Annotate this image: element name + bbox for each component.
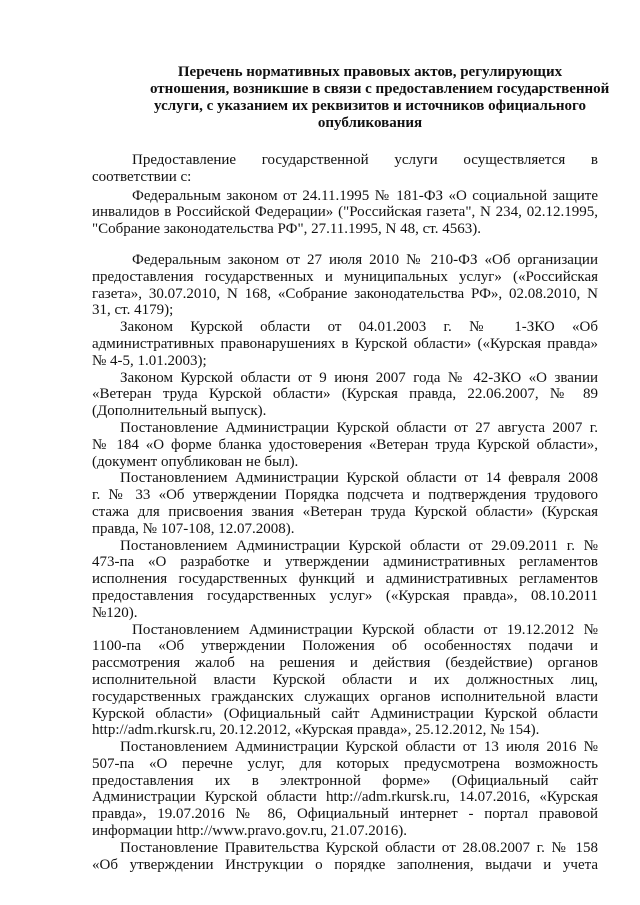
- title-line: Перечень нормативных правовых актов, регулирующих: [177, 64, 563, 80]
- text-line: Постановление Администрации Курской области от 27 августа 2007 г.: [120, 419, 598, 436]
- text-line: Законом Курской области от 9 июня 2007 года № 42-ЗКО «О звании: [120, 369, 598, 386]
- title-line: услуги, с указанием их реквизитов и источников официального: [154, 98, 586, 114]
- paragraph-intro: [92, 152, 598, 186]
- text-line: №120).: [92, 604, 138, 621]
- text-line: Постановлением Администрации Курской области от 29.09.2011 г. №: [120, 537, 598, 554]
- text-line: г. № 33 «Об утверждении Порядка подсчета и подтверждения трудового: [92, 487, 598, 504]
- text-line: Предоставление государственной услуги осуществляется в: [132, 152, 598, 168]
- paragraph-resolution-507: [92, 739, 598, 840]
- text-line: «Об утверждении Инструкции о порядке заполнения, выдачи и учета: [92, 856, 598, 873]
- text-line: информации http://www.pravo.gov.ru, 21.07.2016).: [92, 823, 407, 840]
- text-line: Федеральным законом от 27 июля 2010 № 210-ФЗ «Об организации: [132, 251, 598, 268]
- title-line: отношения, возникшие в связи с предоставлением государственной: [150, 81, 610, 97]
- text-line: 473-па «О разработке и утверждении административных регламентов: [92, 554, 598, 571]
- paragraph-resolution-1100: [92, 622, 598, 740]
- title-line: опубликования: [317, 115, 423, 131]
- text-line: Курской области» (Официальный сайт Администрации Курской области: [92, 705, 598, 722]
- text-line: инвалидов в Российской Федерации» ("Российская газета", N 234, 02.12.1995,: [92, 204, 598, 221]
- text-line: предоставления государственных услуг» («Курская правда», 08.10.2011: [92, 587, 598, 604]
- text-line: правда, № 107-108, 12.07.2008).: [92, 520, 295, 537]
- document-body: [92, 152, 598, 873]
- text-line: № 184 «О форме бланка удостоверения «Ветеран труда Курской области»,: [92, 436, 598, 453]
- text-line: Постановлением Администрации Курской области от 14 февраля 2008: [120, 470, 598, 487]
- paragraph-law-210: [92, 252, 598, 319]
- paragraph-law-1zko: [92, 319, 598, 369]
- text-line: Законом Курской области от 04.01.2003 г. № 1-ЗКО «Об: [120, 319, 598, 336]
- text-line: административных правонарушениях в Курской области» («Курская правда»: [92, 335, 598, 352]
- text-line: 507-па «О перечне услуг, для которых предусмотрена возможность: [92, 755, 598, 772]
- text-line: газета», 30.07.2010, N 168, «Собрание законодательства РФ», 02.08.2010, N: [92, 285, 598, 302]
- paragraph-resolution-473: [92, 538, 598, 622]
- text-line: "Собрание законодательства РФ", 27.11.1995, N 48, ст. 4563).: [92, 221, 481, 238]
- text-line: предоставления их в электронной форме» (Официальный сайт: [92, 772, 598, 789]
- text-line: соответствии с:: [92, 168, 192, 185]
- text-line: Постановление Правительства Курской области от 28.08.2007 г. № 158: [120, 839, 598, 856]
- text-line: стажа для присвоения звания «Ветеран труда Курской области» (Курская: [92, 503, 598, 520]
- paragraph-law-42zko: [92, 370, 598, 420]
- text-line: Постановлением Администрации Курской области от 19.12.2012 №: [132, 621, 598, 638]
- text-line: (Дополнительный выпуск).: [92, 403, 267, 420]
- text-line: исполнения государственных функций и административных регламентов: [92, 571, 598, 588]
- text-line: (документ опубликован не был).: [92, 453, 299, 470]
- text-line: предоставления государственных и муниципальных услуг» («Российская: [92, 268, 598, 285]
- text-line: Федеральным законом от 24.11.1995 № 181-ФЗ «О социальной защите: [132, 187, 598, 204]
- text-line: «Ветеран труда Курской области» (Курская правда, 22.06.2007, № 89: [92, 386, 598, 403]
- text-line: исполнительной власти Курской области и их должностных лиц,: [92, 671, 598, 688]
- text-line: Постановлением Администрации Курской области от 13 июля 2016 №: [120, 739, 598, 756]
- text-line: государственных гражданских служащих органов исполнительной власти: [92, 688, 598, 705]
- text-line: 31, ст. 4179);: [92, 302, 174, 319]
- paragraph-resolution-158: [92, 840, 598, 874]
- text-line: правда», 19.07.2016 № 86, Официальный интернет - портал правовой: [92, 806, 598, 823]
- paragraph-resolution-184: [92, 420, 598, 470]
- text-line: Администрации Курской области http://adm.rkursk.ru, 14.07.2016, «Курская: [92, 789, 598, 806]
- document-title: [150, 64, 610, 132]
- text-line: рассмотрения жалоб на решения и действия (бездействие) органов: [92, 655, 598, 672]
- text-line: № 4-5, 1.01.2003);: [92, 352, 207, 369]
- paragraph-resolution-33: [92, 470, 598, 537]
- text-line: 1100-па «Об утверждении Положения об особенностях подачи и: [92, 638, 598, 655]
- paragraph-law-181: [92, 188, 598, 238]
- text-line: http://adm.rkursk.ru, 20.12.2012, «Курская правда», 25.12.2012, № 154).: [92, 722, 540, 739]
